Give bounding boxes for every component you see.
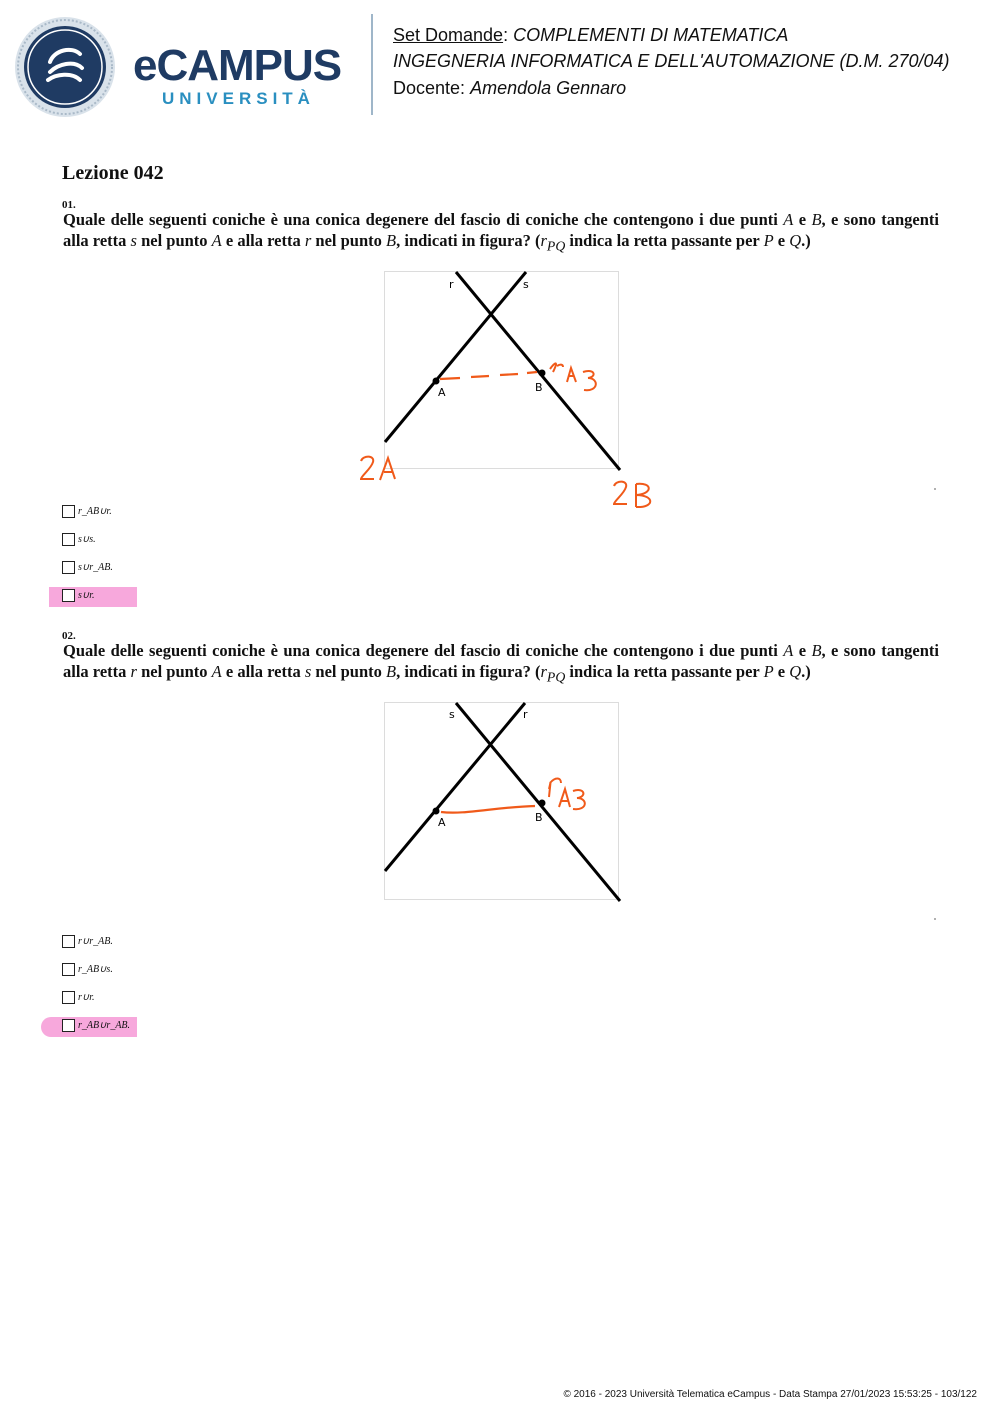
annotation-line-rab [441,806,535,813]
answer-option[interactable] [62,989,95,1005]
question-figure [384,271,619,469]
annotation-dashed-rab [440,372,537,379]
annotation-2b-2-stroke [614,482,627,504]
answer-label: s∪r_AB. [78,561,113,573]
annotation-a-stroke [559,789,570,807]
answer-option[interactable] [62,1017,130,1033]
annotation-r-stroke [550,363,563,372]
ecampus-logo-text: eCAMPUS [133,41,342,90]
teacher-label: Docente: [393,78,466,98]
answer-option[interactable] [62,587,95,603]
annotation-r-stroke [549,779,561,798]
ecampus-emblem-logo [14,16,116,118]
point-a-dot [433,378,440,385]
set-label: Set Domande [393,25,504,45]
annotation-2-stroke [361,457,374,479]
question-number: 02. [62,630,76,642]
point-a-dot [433,808,440,815]
answer-checkbox[interactable] [62,589,75,602]
teacher-line [393,75,626,101]
question-figure [384,702,619,900]
set-value: COMPLEMENTI DI MATEMATICA [513,25,789,45]
answer-checkbox[interactable] [62,505,75,518]
answer-checkbox[interactable] [62,935,75,948]
universita-logo-text: UNIVERSITÀ [162,89,315,108]
annotation-2a-a-stroke [380,458,395,480]
stray-dot [934,918,936,920]
line-s [385,272,526,442]
line-s [456,703,620,901]
lesson-title: Lezione 042 [62,162,164,184]
label-a: A [438,816,446,829]
answer-checkbox[interactable] [62,991,75,1004]
page-footer: © 2016 - 2023 Università Telematica eCampus - Data Stampa 27/01/2023 15:53:25 - 103/122 [563,1389,977,1400]
header-divider [371,14,373,115]
label-b: B [535,811,543,824]
answer-option[interactable] [62,559,113,575]
point-b-dot [539,800,546,807]
label-a: A [438,386,446,399]
set-domande-line: Set Domande: COMPLEMENTI DI MATEMATICA [393,25,789,45]
label-s: s [523,278,529,291]
answer-label: r_AB∪r. [78,505,112,517]
label-r: r [523,708,528,721]
answer-checkbox[interactable] [62,1019,75,1032]
stray-dot [934,488,936,490]
label-r: r [449,278,454,291]
answer-label: r_AB∪r_AB. [78,1019,131,1031]
answer-option[interactable] [62,933,113,949]
teacher-name: Amendola Gennaro [470,78,627,98]
annotation-a-stroke [567,368,576,382]
answer-checkbox[interactable] [62,963,75,976]
question-number: 01. [62,199,76,211]
line-r [385,703,525,871]
question-text: Quale delle seguenti coniche è una conica degenere del fascio di coniche che contengono i due punti A e B, e sono tangenti alla retta r nel punto A e alla retta s nel punto B, indicati in figura? ($r_{PQ}$ indica la retta passante per P e Q.) [63,641,940,685]
course-line: INGEGNERIA INFORMATICA E DELL'AUTOMAZIONE (D.M. 270/04) [393,51,950,71]
answer-label: r∪r. [78,991,95,1003]
answer-option[interactable] [62,503,112,519]
annotation-b-stroke [583,371,596,390]
answer-option[interactable] [62,531,96,547]
annotation-2b-b-stroke [636,484,650,507]
label-s: s [449,708,455,721]
question-text: Quale delle seguenti coniche è una conica degenere del fascio di coniche che contengono i due punti A e B, e sono tangenti alla retta s nel punto A e alla retta r nel punto B, indicati in figura? ($r_{PQ}$ indica la retta passante per P e Q.) [63,210,940,254]
answer-label: s∪s. [78,533,96,545]
line-r [456,272,620,470]
answer-option[interactable] [62,961,113,977]
answer-label: s∪r. [78,589,95,601]
answer-checkbox[interactable] [62,533,75,546]
answer-label: r∪r_AB. [78,935,113,947]
answer-label: r_AB∪s. [78,963,113,975]
annotation-b-stroke [573,790,585,809]
answer-checkbox[interactable] [62,561,75,574]
point-b-dot [539,370,546,377]
label-b: B [535,381,543,394]
